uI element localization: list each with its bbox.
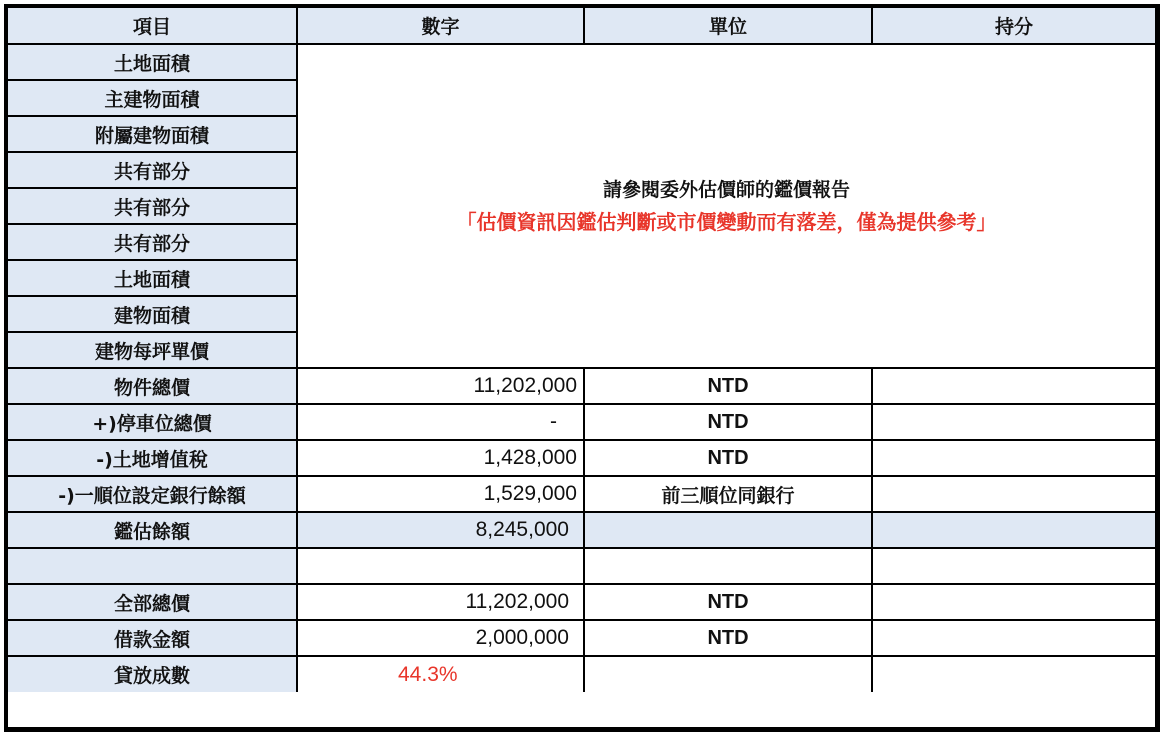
unit-cell[interactable] (584, 656, 872, 692)
row-label[interactable]: 鑑估餘額 (8, 512, 297, 548)
unit-cell[interactable]: NTD (584, 584, 872, 620)
number-cell[interactable]: 2,000,000 (297, 620, 584, 656)
unit-cell[interactable]: NTD (584, 404, 872, 440)
appraisal-notice-text: 請參閱委外估價師的鑑價報告 (602, 179, 850, 201)
appraisal-disclaimer-text: 「估價資訊因鑑估判斷或市價變動而有落差，僅為提供參考」 (456, 210, 997, 234)
table-row (8, 404, 1155, 440)
valuation-sheet (4, 4, 1160, 732)
row-label[interactable]: 共有部分 (8, 152, 297, 188)
share-cell[interactable] (872, 368, 1155, 404)
header-item[interactable]: 項目 (8, 8, 297, 44)
number-cell[interactable]: 1,529,000 (297, 476, 584, 512)
share-cell[interactable] (872, 548, 1155, 584)
row-label[interactable]: 建物每坪單價 (8, 332, 297, 368)
table-row (8, 368, 1155, 404)
unit-cell[interactable]: NTD (584, 368, 872, 404)
table-row (8, 620, 1155, 656)
loan-ratio-cell[interactable]: 44.3% (297, 656, 584, 692)
valuation-table (8, 8, 1155, 692)
header-share[interactable]: 持分 (872, 8, 1155, 44)
number-cell[interactable]: - (297, 404, 584, 440)
unit-cell[interactable] (584, 512, 872, 548)
number-cell[interactable]: 8,245,000 (297, 512, 584, 548)
row-label[interactable]: 土地面積 (8, 44, 297, 80)
row-label[interactable]: 共有部分 (8, 224, 297, 260)
number-cell[interactable] (297, 548, 584, 584)
table-row (8, 512, 1155, 548)
table-row (8, 440, 1155, 476)
header-number[interactable]: 數字 (297, 8, 584, 44)
table-row (8, 656, 1155, 692)
header-unit[interactable]: 單位 (584, 8, 872, 44)
row-label[interactable]: 建物面積 (8, 296, 297, 332)
row-label[interactable]: 貸放成數 (8, 656, 297, 692)
unit-cell[interactable]: NTD (584, 620, 872, 656)
row-label[interactable]: 共有部分 (8, 188, 297, 224)
share-cell[interactable] (872, 440, 1155, 476)
unit-cell[interactable] (584, 548, 872, 584)
unit-cell[interactable]: 前三順位同銀行 (584, 476, 872, 512)
share-cell[interactable] (872, 584, 1155, 620)
appraisal-notice-cell[interactable] (297, 44, 1155, 368)
number-cell[interactable]: 1,428,000 (297, 440, 584, 476)
unit-cell[interactable]: NTD (584, 440, 872, 476)
row-label[interactable]: +)停車位總價 (8, 404, 297, 440)
share-cell[interactable] (872, 512, 1155, 548)
header-row (8, 8, 1155, 44)
row-label[interactable]: 土地面積 (8, 260, 297, 296)
row-label[interactable]: -)一順位設定銀行餘額 (8, 476, 297, 512)
share-cell[interactable] (872, 476, 1155, 512)
share-cell[interactable] (872, 656, 1155, 692)
table-row (8, 584, 1155, 620)
row-label[interactable] (8, 548, 297, 584)
row-label[interactable]: 附屬建物面積 (8, 116, 297, 152)
table-row (8, 476, 1155, 512)
table-row (8, 548, 1155, 584)
row-label[interactable]: -)土地增值稅 (8, 440, 297, 476)
row-label[interactable]: 主建物面積 (8, 80, 297, 116)
row-label[interactable]: 全部總價 (8, 584, 297, 620)
table-row (8, 44, 1155, 80)
share-cell[interactable] (872, 404, 1155, 440)
row-label[interactable]: 借款金額 (8, 620, 297, 656)
row-label[interactable]: 物件總價 (8, 368, 297, 404)
number-cell[interactable]: 11,202,000 (297, 584, 584, 620)
number-cell[interactable]: 11,202,000 (297, 368, 584, 404)
share-cell[interactable] (872, 620, 1155, 656)
